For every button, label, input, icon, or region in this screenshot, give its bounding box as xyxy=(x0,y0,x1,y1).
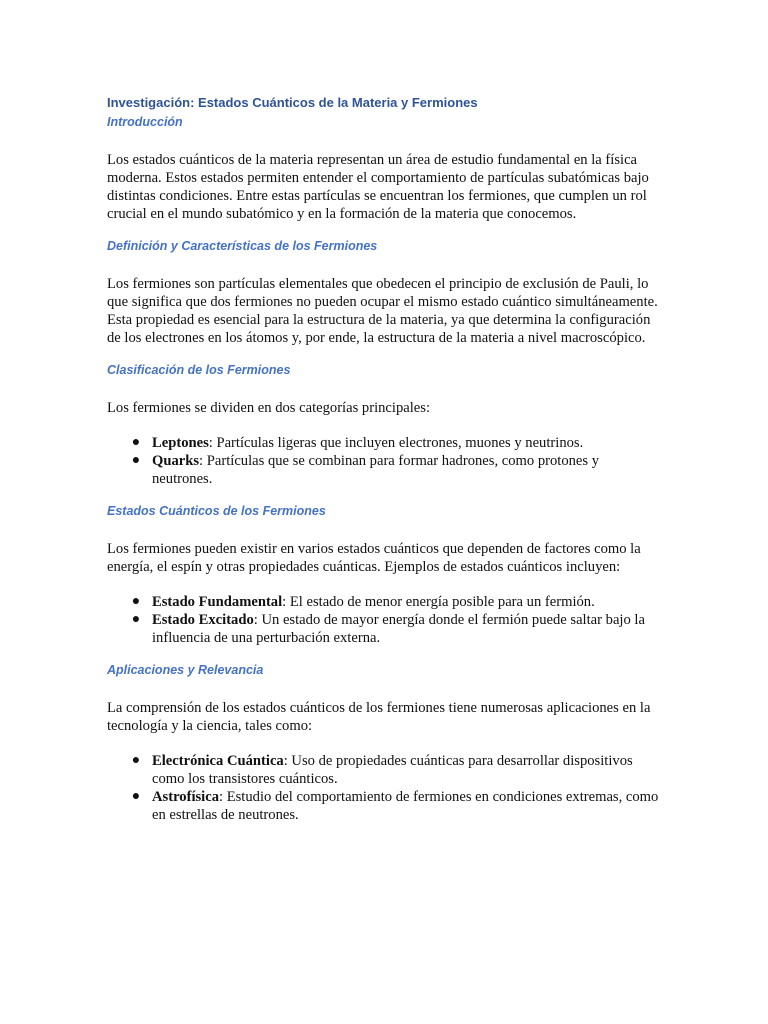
bullet-icon: ● xyxy=(131,453,141,468)
bullet-text: : Uso de propiedades cuánticas para desarrollar dispositivos como los transistores cuánticos. xyxy=(152,753,633,787)
bullet-list-clasificacion xyxy=(107,434,659,488)
list-item xyxy=(107,788,659,824)
list-item xyxy=(107,434,659,452)
bullet-icon: ● xyxy=(131,435,141,450)
list-item xyxy=(107,611,659,647)
bullet-term: Quarks xyxy=(152,453,200,469)
section-paragraph-aplicaciones: La comprensión de los estados cuánticos de los fermiones tiene numerosas aplicaciones en la tecnología y la ciencia, tales como: xyxy=(107,700,651,734)
bullet-icon: ● xyxy=(131,789,141,804)
section-heading-clasificacion: Clasificación de los Fermiones xyxy=(107,363,291,377)
bullet-term: Leptones xyxy=(152,435,209,451)
bullet-text: : Un estado de mayor energía donde el fermión puede saltar bajo la influencia de una perturbación externa. xyxy=(152,612,645,646)
section-heading-definicion: Definición y Características de los Fermiones xyxy=(107,239,378,253)
bullet-list-estados xyxy=(107,593,659,647)
bullet-text: : El estado de menor energía posible para un fermión. xyxy=(282,594,595,610)
bullet-text: : Partículas que se combinan para formar hadrones, como protones y neutrones. xyxy=(152,453,600,487)
bullet-icon: ● xyxy=(131,594,141,609)
list-item xyxy=(107,452,659,488)
document-title: Investigación: Estados Cuánticos de la Materia y Fermiones xyxy=(107,95,478,110)
bullet-text: : Estudio del comportamiento de fermiones en condiciones extremas, como en estrellas de neutrones. xyxy=(152,789,659,823)
section-heading-aplicaciones: Aplicaciones y Relevancia xyxy=(107,663,264,677)
section-paragraph-estados: Los fermiones pueden existir en varios estados cuánticos que dependen de factores como la energía, el espín y otras propiedades cuánticas. Ejemplos de estados cuánticos incluyen: xyxy=(107,541,641,575)
bullet-term: Estado Fundamental xyxy=(152,594,283,610)
bullet-list-aplicaciones xyxy=(107,752,659,824)
list-item xyxy=(107,593,659,611)
bullet-term: Estado Excitado xyxy=(152,612,254,628)
bullet-term: Electrónica Cuántica xyxy=(152,753,284,769)
bullet-icon: ● xyxy=(131,753,141,768)
document-page xyxy=(107,93,659,824)
section-heading-estados: Estados Cuánticos de los Fermiones xyxy=(107,504,326,518)
section-paragraph-introduccion: Los estados cuánticos de la materia representan un área de estudio fundamental en la física moderna. Estos estados permiten entender el comportamiento de partículas subatómicas bajo distintas condiciones. Entre estas partículas se encuentran los fermiones, que cumplen un rol crucial en el mundo subatómico y en la formación de la materia que conocemos. xyxy=(107,152,649,222)
section-paragraph-definicion: Los fermiones son partículas elementales que obedecen el principio de exclusión de Pauli, lo que significa que dos fermiones no pueden ocupar el mismo estado cuántico simultáneamente. Esta propiedad es esencial para la estructura de la materia, ya que determina la configuración de los electrones en los átomos y, por ende, la estructura de la materia a nivel macroscópico. xyxy=(107,276,658,346)
list-item xyxy=(107,752,659,788)
bullet-icon: ● xyxy=(131,612,141,627)
bullet-term: Astrofísica xyxy=(152,789,220,805)
bullet-text: : Partículas ligeras que incluyen electrones, muones y neutrinos. xyxy=(208,435,584,451)
section-paragraph-clasificacion: Los fermiones se dividen en dos categorías principales: xyxy=(107,400,430,416)
section-heading-introduccion: Introducción xyxy=(107,115,183,129)
